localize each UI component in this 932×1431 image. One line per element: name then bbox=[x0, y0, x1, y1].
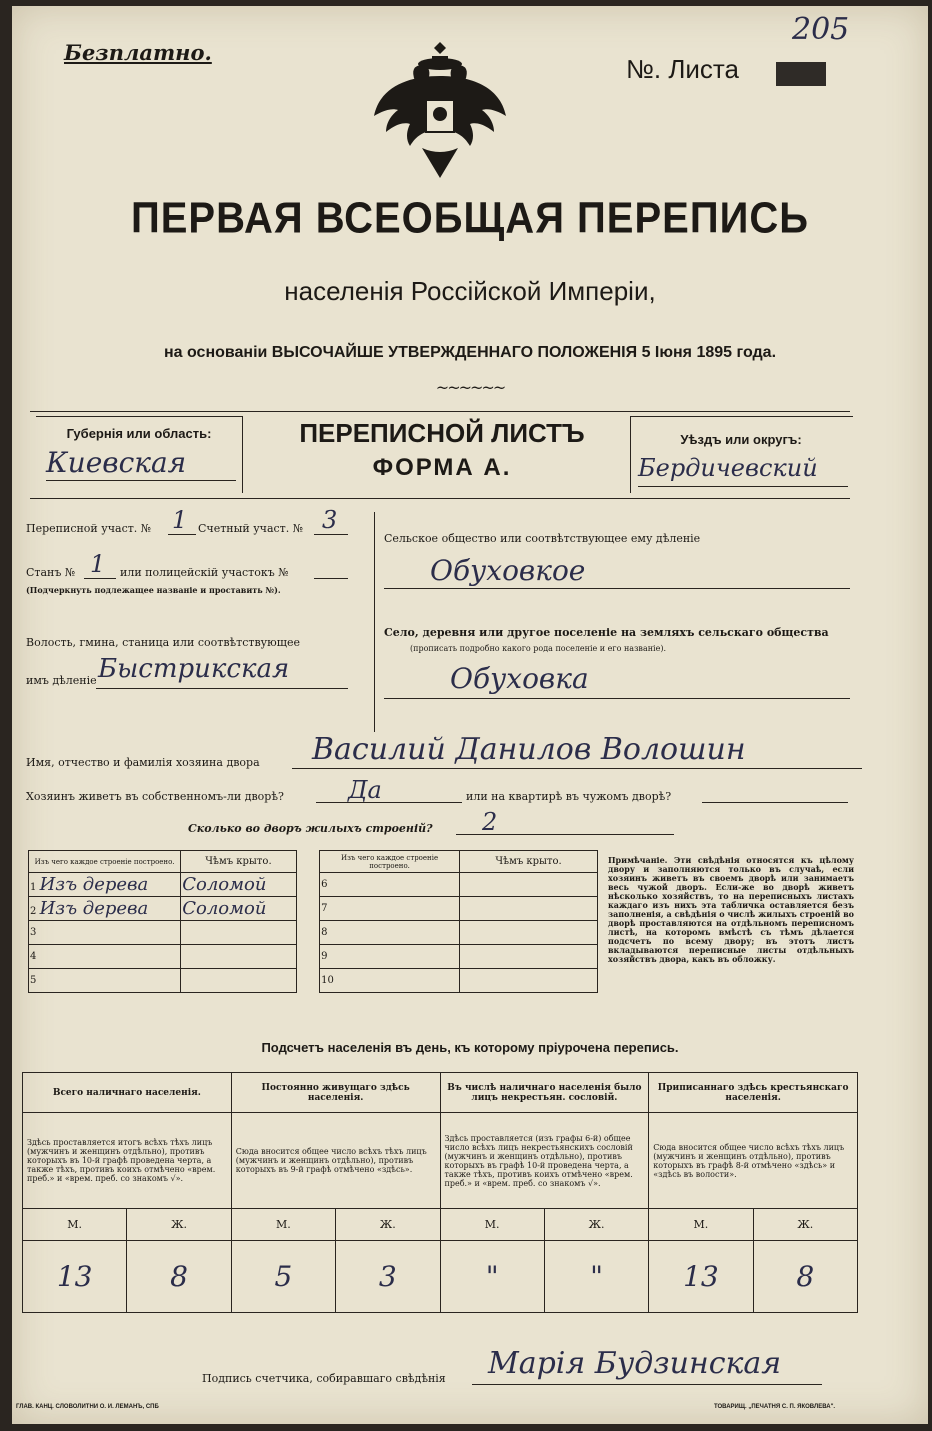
gubernia-value[interactable]: Киевская bbox=[46, 446, 187, 479]
table-row bbox=[29, 945, 598, 969]
count-district-value[interactable]: 3 bbox=[322, 506, 338, 534]
registered-male[interactable]: 13 bbox=[649, 1241, 753, 1313]
m-label: М. bbox=[440, 1209, 544, 1241]
col-desc-registered: Сюда вносится общее число всѣхъ тѣхъ лицъ (мужчинъ и женщинъ отдѣльно), противъ которыхъ въ графѣ 8-й отмѣчено «здѣсь» и «здѣсь въ волости». bbox=[649, 1113, 858, 1209]
uezd-label: Уѣздъ или округъ: bbox=[680, 432, 802, 447]
m-label: М. bbox=[649, 1209, 753, 1241]
count-district-label: Счетный участ. № bbox=[198, 522, 304, 535]
material-cell[interactable]: Изъ дерева bbox=[39, 898, 149, 919]
roof-cell[interactable] bbox=[181, 969, 296, 993]
row-number: 6 bbox=[320, 873, 460, 897]
owner-name-value[interactable]: Василий Данилов Волошин bbox=[312, 732, 746, 767]
roof-cell[interactable]: Соломой bbox=[181, 897, 296, 921]
roof-cell[interactable] bbox=[460, 873, 598, 897]
main-title: ПЕРВАЯ ВСЕОБЩАЯ ПЕРЕПИСЬ bbox=[131, 193, 809, 243]
m-label: М. bbox=[231, 1209, 335, 1241]
volost-label-2: имъ дѣленіе bbox=[26, 674, 97, 687]
col-desc-permanent: Сюда вносится общее число всѣхъ тѣхъ лицъ (мужчинъ и женщинъ отдѣльно), противъ которыхъ въ 9-й графѣ отмѣчено «здѣсь». bbox=[231, 1113, 440, 1209]
non-peasant-female[interactable]: " bbox=[544, 1241, 648, 1313]
total-female[interactable]: 8 bbox=[127, 1241, 231, 1313]
zh-label: Ж. bbox=[127, 1209, 231, 1241]
owner-lives-alt-label: или на квартирѣ въ чужомъ дворѣ? bbox=[466, 790, 672, 803]
legal-basis: на основаніи ВЫСОЧАЙШЕ УТВЕРЖДЕННАГО ПОЛОЖЕНІЯ 5 Іюня 1895 года. bbox=[163, 344, 777, 361]
zh-label: Ж. bbox=[544, 1209, 648, 1241]
col-head-non-peasant: Въ числѣ наличнаго населенія было лицъ некрестьян. сословій. bbox=[440, 1073, 649, 1113]
table-row bbox=[29, 921, 598, 945]
corner-number: 205 bbox=[792, 12, 850, 47]
volost-label: Волость, гмина, станица или соотвѣтствующее bbox=[26, 636, 300, 649]
free-label: Безплатно. bbox=[64, 40, 212, 65]
roof-cell[interactable] bbox=[181, 921, 296, 945]
footer-left: ГЛАВ. КАНЦ. СЛОВОЛИТНИ О. И. ЛЕМАНЪ, СПБ bbox=[16, 1404, 159, 1410]
col-material-left: Изъ чего каждое строеніе построено. bbox=[29, 851, 181, 873]
col-head-registered: Приписаннаго здѣсь крестьянскаго населенія. bbox=[649, 1073, 858, 1113]
buildings-count-label: Сколько во дворъ жилыхъ строеній? bbox=[188, 822, 433, 835]
col-roof-left: Чѣмъ крыто. bbox=[181, 851, 296, 873]
table-row: 2 Изъ дерева Соломой 7 bbox=[29, 897, 598, 921]
m-label: М. bbox=[23, 1209, 127, 1241]
roof-cell[interactable] bbox=[460, 921, 598, 945]
row-number: 3 bbox=[29, 921, 181, 945]
population-table bbox=[22, 1072, 858, 1313]
col-head-total: Всего наличнаго населенія. bbox=[23, 1073, 232, 1113]
registered-female[interactable]: 8 bbox=[753, 1241, 857, 1313]
zh-label: Ж. bbox=[753, 1209, 857, 1241]
roof-cell[interactable] bbox=[460, 945, 598, 969]
signature-label: Подпись счетчика, собиравшаго свѣдѣнія bbox=[202, 1372, 446, 1385]
society-value[interactable]: Обуховкое bbox=[430, 554, 586, 587]
stan-tail-label: или полицейскій участокъ № bbox=[120, 566, 289, 579]
permanent-male[interactable]: 5 bbox=[231, 1241, 335, 1313]
buildings-note: Примѣчаніе. Эти свѣдѣнія относятся къ цѣлому двору и заполняются только въ случаѣ, если хозяинъ живетъ въ своемъ дворѣ или занимаетъ весь чужой дворъ. Если-же во дворѣ живетъ нѣсколько хозяйствъ, то на переписныхъ листахъ каждаго изъ нихъ эта табличка оставляется безъ заполненія, а свѣдѣнія о числѣ жилыхъ строеній во дворѣ проставляются на отдѣльномъ переписномъ листѣ, на которомъ вмѣстѣ съ тѣмъ дѣлается подсчетъ по всему двору; въ этотъ листъ вкладываются переписные листы отдѣльныхъ хозяйствъ двора, какъ въ обложку. bbox=[608, 855, 854, 964]
subtitle: населенія Россійской Имперіи, bbox=[284, 276, 656, 306]
row-number: 4 bbox=[29, 945, 181, 969]
table-row bbox=[29, 969, 598, 993]
permanent-female[interactable]: 3 bbox=[336, 1241, 440, 1313]
society-label: Сельское общество или соотвѣтствующее ему дѣленіе bbox=[384, 532, 701, 545]
stan-value[interactable]: 1 bbox=[90, 550, 106, 578]
ornament-divider: ~~~~~~ bbox=[435, 378, 505, 397]
sheet-number-label: №. Листа bbox=[626, 54, 740, 84]
buildings-count-value[interactable]: 2 bbox=[482, 808, 498, 836]
owner-name-label: Имя, отчество и фамилія хозяина двора bbox=[26, 756, 260, 769]
redacted-sheet-number bbox=[776, 62, 826, 86]
census-district-value[interactable]: 1 bbox=[172, 506, 188, 534]
gubernia-label: Губернія или область: bbox=[66, 426, 212, 441]
village-label: Село, деревня или другое поселеніе на земляхъ сельскаго общества bbox=[384, 626, 829, 639]
table-row: 1 Изъ дерева Соломой 6 bbox=[29, 873, 598, 897]
population-title: Подсчетъ населенія въ день, къ которому пріурочена перепись. bbox=[261, 1040, 679, 1055]
footer-right: ТОВАРИЩ. „ПЕЧАТНЯ С. П. ЯКОВЛЕВА". bbox=[714, 1404, 836, 1410]
stan-note: (Подчеркнуть подлежащее названіе и проставить №). bbox=[26, 585, 281, 595]
row-number: 9 bbox=[320, 945, 460, 969]
double-headed-eagle-icon bbox=[370, 36, 510, 186]
owner-lives-value[interactable]: Да bbox=[348, 776, 382, 804]
row-number: 10 bbox=[320, 969, 460, 993]
buildings-table bbox=[28, 850, 598, 993]
stan-label: Станъ № bbox=[26, 566, 76, 579]
col-roof-right: Чѣмъ крыто. bbox=[460, 851, 598, 873]
col-head-permanent: Постоянно живущаго здѣсь населенія. bbox=[231, 1073, 440, 1113]
roof-cell[interactable] bbox=[181, 945, 296, 969]
col-desc-non-peasant: Здѣсь проставляется (изъ графы 6-й) общее число всѣхъ лицъ некрестьянскихъ сословій (мужчинъ и женщинъ отдѣльно), противъ которыхъ въ графѣ 10-й проведена черта, а также тѣхъ, противъ коихъ отмѣчено «врем. преб.» и «врем. преб. со знакомъ √». bbox=[440, 1113, 649, 1209]
owner-lives-label: Хозяинъ живетъ въ собственномъ-ли дворѣ? bbox=[26, 790, 284, 803]
uezd-value[interactable]: Бердичевский bbox=[638, 454, 818, 482]
material-cell[interactable]: Изъ дерева bbox=[39, 874, 149, 895]
row-number: 8 bbox=[320, 921, 460, 945]
roof-cell[interactable]: Соломой bbox=[181, 873, 296, 897]
roof-cell[interactable] bbox=[460, 969, 598, 993]
census-sheet bbox=[12, 6, 928, 1424]
col-desc-total: Здѣсь проставляется итогъ всѣхъ тѣхъ лицъ (мужчинъ и женщинъ отдѣльно), противъ которыхъ въ 10-й графѣ проведена черта, а также тѣхъ, противъ коихъ отмѣчено «врем. преб.» и «врем. преб. со знакомъ √». bbox=[23, 1113, 232, 1209]
total-male[interactable]: 13 bbox=[23, 1241, 127, 1313]
roof-cell[interactable] bbox=[460, 897, 598, 921]
non-peasant-male[interactable]: " bbox=[440, 1241, 544, 1313]
zh-label: Ж. bbox=[336, 1209, 440, 1241]
village-value[interactable]: Обуховка bbox=[450, 662, 589, 695]
row-number: 5 bbox=[29, 969, 181, 993]
volost-value[interactable]: Быстрикская bbox=[98, 654, 290, 684]
signature-value[interactable]: Марія Будзинская bbox=[488, 1346, 782, 1381]
census-district-label: Переписной участ. № bbox=[26, 522, 152, 535]
form-name: ФОРМА А. bbox=[372, 454, 512, 481]
col-material-right: Изъ чего каждое строеніе построено. bbox=[320, 851, 460, 873]
form-title: ПЕРЕПИСНОЙ ЛИСТЪ bbox=[299, 418, 585, 448]
row-number: 7 bbox=[320, 897, 460, 921]
village-note: (прописать подробно какого рода поселеніе и его названіе). bbox=[410, 644, 666, 653]
